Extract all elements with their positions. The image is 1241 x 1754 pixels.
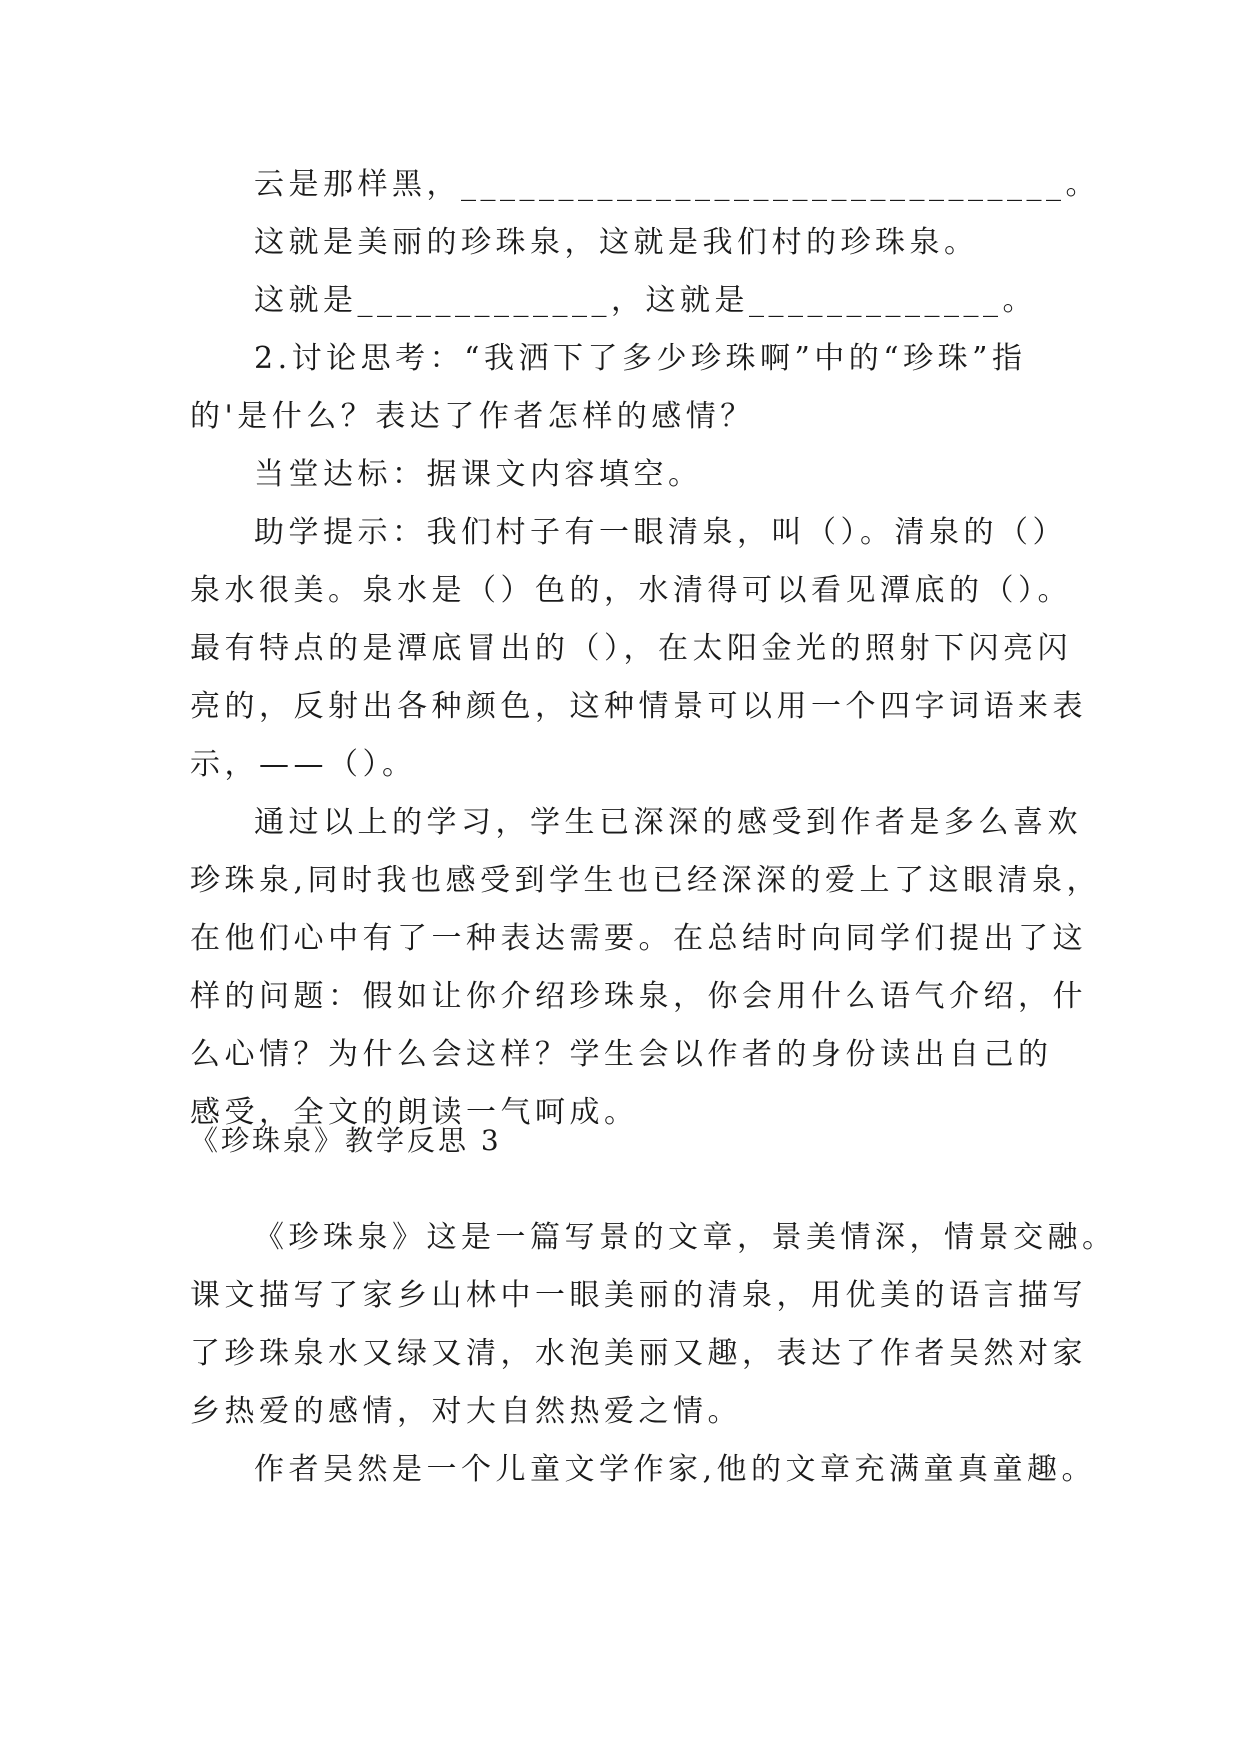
section-title: 《珍珠泉》教学反思 3 [190, 1124, 502, 1157]
text-line: 2.讨论思考：“我洒下了多少珍珠啊”中的“珍珠”指 [254, 341, 1027, 376]
text-line: 云是那样黑，_______________________________。 [254, 167, 1100, 202]
text-line: 最有特点的是潭底冒出的（），在太阳金光的照射下闪亮闪 [190, 631, 1072, 666]
text-line: 珍珠泉,同时我也感受到学生也已经深深的爱上了这眼清泉， [190, 863, 1102, 898]
text-line: 这就是_____________，这就是_____________。 [254, 283, 1037, 318]
text-line: 当堂达标：据课文内容填空。 [254, 457, 703, 492]
text-line: 么心情？为什么会这样？学生会以作者的身份读出自己的 [190, 1037, 1053, 1072]
body-section-2 [190, 1209, 1117, 1499]
text-line: 亮的，反射出各种颜色，这种情景可以用一个四字词语来表 [190, 689, 1087, 724]
body-section-1 [190, 156, 1102, 1142]
text-line: 通过以上的学习，学生已深深的感受到作者是多么喜欢 [254, 805, 1082, 840]
text-line: 了珍珠泉水又绿又清，水泡美丽又趣，表达了作者吴然对家 [190, 1336, 1087, 1371]
text-line: 这就是美丽的珍珠泉，这就是我们村的珍珠泉。 [254, 225, 979, 260]
text-line: 作者吴然是一个儿童文学作家,他的文章充满童真童趣。 [254, 1452, 1097, 1487]
text-line: 示，——（）。 [190, 747, 417, 782]
text-line: 《珍珠泉》这是一篇写景的文章，景美情深，情景交融。 [254, 1220, 1117, 1255]
text-line: 课文描写了家乡山林中一眼美丽的清泉，用优美的语言描写 [190, 1278, 1087, 1313]
text-line: 在他们心中有了一种表达需要。在总结时向同学们提出了这 [190, 921, 1087, 956]
text-line: 样的问题：假如让你介绍珍珠泉，你会用什么语气介绍，什 [190, 979, 1087, 1014]
text-line: 助学提示：我们村子有一眼清泉，叫（）。清泉的（） [254, 515, 1067, 550]
text-line: 乡热爱的感情，对大自然热爱之情。 [190, 1394, 742, 1429]
text-line: 的'是什么？表达了作者怎样的感情？ [190, 399, 755, 434]
text-line: 感受，全文的朗读一气呵成。 [190, 1095, 639, 1130]
text-line: 泉水很美。泉水是（）色的，水清得可以看见潭底的（）。 [190, 573, 1072, 608]
